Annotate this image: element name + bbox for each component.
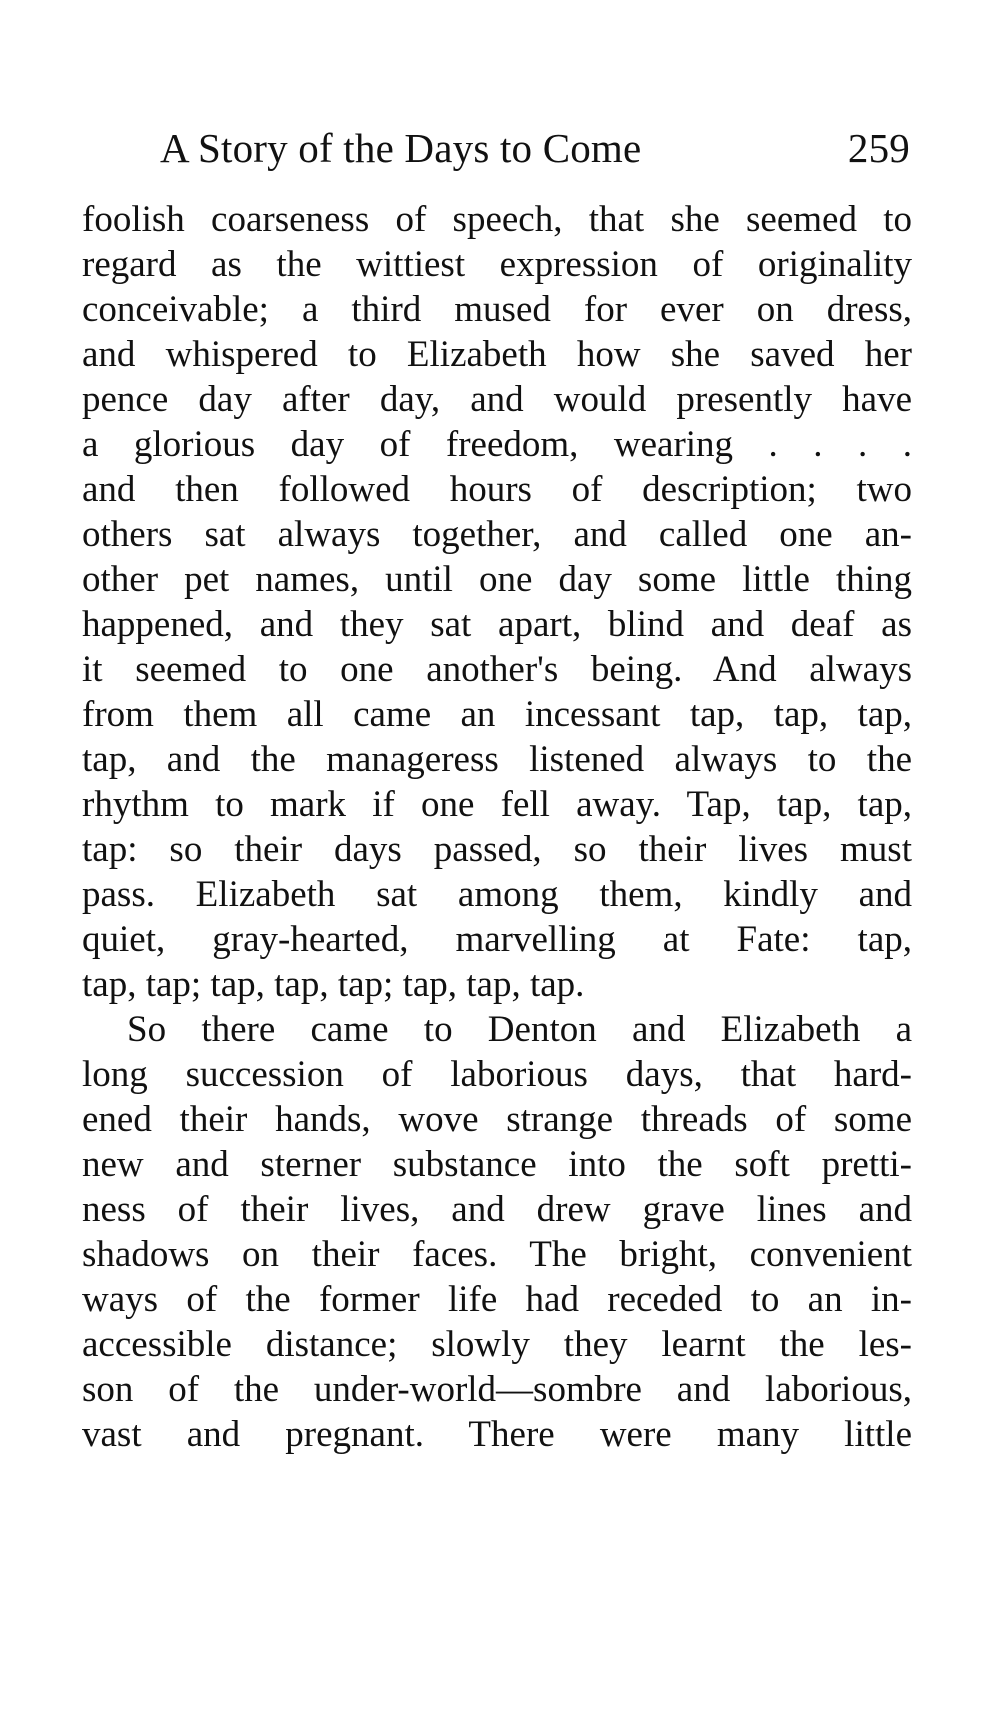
text-line: shadows on their faces. The bright, convenient	[82, 1234, 912, 1275]
text-line: long succession of laborious days, that hard-	[82, 1054, 912, 1095]
text-line: new and sterner substance into the soft pretti-	[82, 1144, 912, 1185]
text-line: tap, tap; tap, tap, tap; tap, tap, tap.	[82, 964, 585, 1005]
text-line: and then followed hours of description; two	[82, 469, 912, 510]
text-line: happened, and they sat apart, blind and deaf as	[82, 604, 912, 645]
text-line: ened their hands, wove strange threads of some	[82, 1099, 912, 1140]
text-line: ways of the former life had receded to an in-	[82, 1279, 912, 1320]
page-number: 259	[847, 125, 910, 171]
text-line: pence day after day, and would presently have	[82, 379, 912, 420]
text-line: conceivable; a third mused for ever on dress,	[82, 289, 912, 330]
text-line: accessible distance; slowly they learnt the les-	[82, 1324, 912, 1365]
text-line: others sat always together, and called one an-	[82, 514, 912, 555]
running-title: A Story of the Days to Come	[160, 125, 642, 171]
text-line: rhythm to mark if one fell away. Tap, tap, tap,	[82, 784, 912, 825]
text-line: foolish coarseness of speech, that she seemed to	[82, 199, 912, 240]
text-line: other pet names, until one day some little thing	[82, 559, 912, 600]
text-line: ness of their lives, and drew grave lines and	[82, 1189, 912, 1230]
text-line: it seemed to one another's being. And always	[82, 649, 912, 690]
text-line: son of the under-world—sombre and laborious,	[82, 1369, 912, 1410]
text-line: a glorious day of freedom, wearing . . . .	[82, 424, 912, 465]
text-line: and whispered to Elizabeth how she saved her	[82, 334, 912, 375]
text-line: tap, and the manageress listened always to the	[82, 739, 912, 780]
text-line: quiet, gray-hearted, marvelling at Fate: tap,	[82, 919, 912, 960]
text-line: regard as the wittiest expression of originality	[82, 244, 912, 285]
text-line: from them all came an incessant tap, tap, tap,	[82, 694, 912, 735]
text-line: pass. Elizabeth sat among them, kindly and	[82, 874, 912, 915]
text-line: So there came to Denton and Elizabeth a	[127, 1009, 912, 1050]
text-line: tap: so their days passed, so their lives must	[82, 829, 912, 870]
text-line: vast and pregnant. There were many little	[82, 1414, 912, 1455]
